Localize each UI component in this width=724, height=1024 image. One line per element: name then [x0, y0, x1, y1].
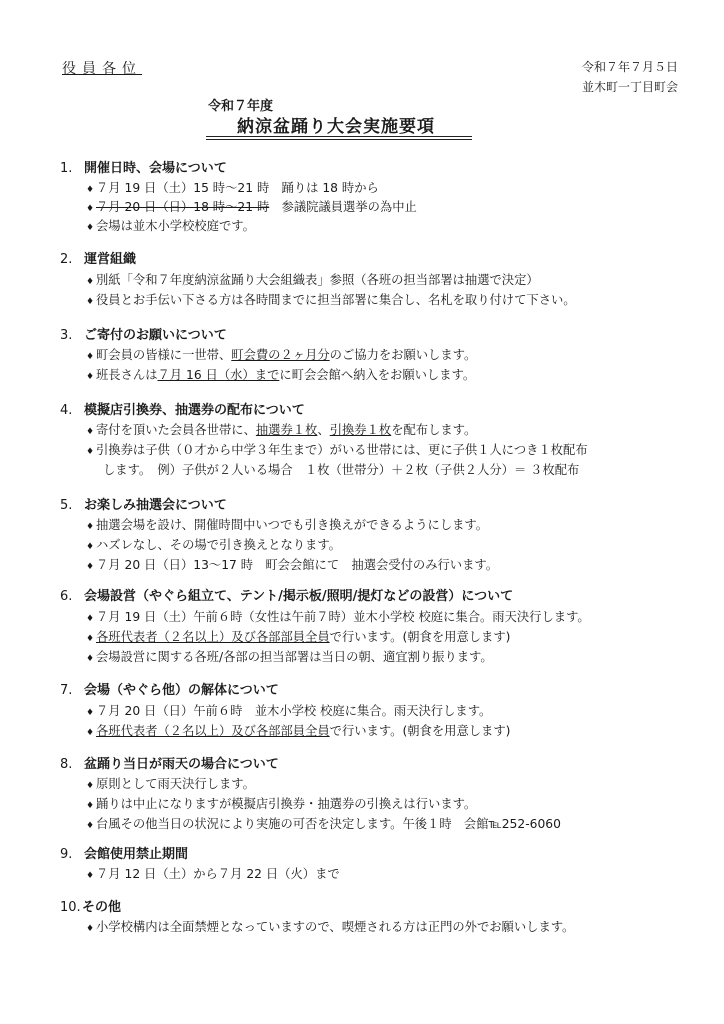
- list-item: ♦ 引換券は子供（０才から中学３年生まで）がいる世帯には、更に子供１人につき１枚配布: [86, 443, 588, 457]
- section-heading: 4. 模擬店引換券、抽選券の配布について: [60, 403, 305, 418]
- section-heading: 7. 会場（やぐら他）の解体について: [60, 683, 279, 698]
- list-item: ♦ 各班代表者（２名以上）及び各部部員全員で行います。(朝食を用意します): [86, 724, 511, 738]
- list-item: ♦ ７月 20 日（日）18 時～21 時 参議院議員選挙の為中止: [86, 200, 417, 214]
- section-heading: 9. 会館使用禁止期間: [60, 847, 189, 862]
- list-item: ♦ ７月 19 日（土）15 時～21 時 踊りは 18 時から: [86, 181, 379, 195]
- list-item: ♦ 寄付を頂いた会員各世帯に、抽選券１枚、引換券１枚を配布します。: [86, 423, 477, 437]
- document-title: 納涼盆踊り大会実施要項: [237, 117, 435, 137]
- list-item: ♦ 小学校構内は全面禁煙となっていますので、喫煙される方は正門の外でお願いします。: [86, 920, 575, 934]
- list-item: ♦ 踊りは中止になりますが模擬店引換券・抽選券の引換えは行います。: [86, 797, 477, 811]
- organization-name: 並木町一丁目町会: [581, 80, 678, 94]
- list-item-continuation: します。 例）子供が２人いる場合 １枚（世帯分）＋２枚（子供２人分）＝ ３枚配布: [103, 463, 580, 477]
- list-item: ♦ ７月 20 日（日）午前６時 並木小学校 校庭に集合。雨天決行します。: [86, 704, 492, 718]
- section-heading: 2. 運営組織: [60, 252, 137, 267]
- list-item: ♦ ７月 12 日（土）から７月 22 日（火）まで: [86, 867, 340, 881]
- title-underline: [206, 136, 472, 137]
- list-item: ♦ 抽選会場を設け、開催時間中いつでも引き換えができるようにします。: [86, 518, 489, 532]
- list-item: ♦ 会場は並木小学校校庭です。: [86, 219, 255, 233]
- list-item: ♦ 各班代表者（２名以上）及び各部部員全員で行います。(朝食を用意します): [86, 630, 511, 644]
- section-heading: 3. ご寄付のお願いについて: [60, 328, 227, 343]
- list-item: ♦ 役員とお手伝い下さる方は各時間までに担当部署に集合し、名札を取り付けて下さい。: [86, 293, 576, 307]
- document-subtitle: 令和７年度: [208, 99, 274, 114]
- section-heading: 1. 開催日時、会場について: [60, 161, 227, 176]
- document-date: 令和７年７月５日: [581, 60, 678, 74]
- cancelled-date: ７月 20 日（日）18 時～21 時: [96, 200, 270, 214]
- list-item: ♦ ７月 20 日（日）13～17 時 町会会館にて 抽選会受付のみ行います。: [86, 558, 498, 572]
- section-heading: 8. 盆踊り当日が雨天の場合について: [60, 757, 279, 772]
- list-item: ♦ ７月 19 日（土）午前６時（女性は午前７時）並木小学校 校庭に集合。雨天決行します。: [86, 610, 590, 624]
- list-item: ♦ 会場設営に関する各班/各部の担当部署は当日の朝、適宜割り振ります。: [86, 650, 493, 664]
- list-item: ♦ 別紙「令和７年度納涼盆踊り大会組織表」参照（各班の担当部署は抽選で決定）: [86, 273, 539, 287]
- title-underline-secondary: [206, 139, 472, 140]
- section-heading: 10.その他: [60, 900, 122, 915]
- list-item: ♦ 原則として雨天決行します。: [86, 777, 255, 791]
- list-item: ♦ ハズレなし、その場で引き換えとなります。: [86, 538, 341, 552]
- list-item: ♦ 台風その他当日の状況により実施の可否を決定します。午後１時 会館℡252-6060: [86, 817, 561, 831]
- list-item: ♦ 町会員の皆様に一世帯、町会費の２ヶ月分のご協力をお願いします。: [86, 348, 477, 362]
- section-heading: 5. お楽しみ抽選会について: [60, 498, 227, 513]
- section-heading: 6. 会場設営（やぐら組立て、テント/掲示板/照明/提灯などの設営）について: [60, 589, 514, 604]
- list-item: ♦ 班長さんは７月 16 日（水）までに町会会館へ納入をお願いします。: [86, 368, 476, 382]
- addressee: 役員各位: [62, 61, 142, 77]
